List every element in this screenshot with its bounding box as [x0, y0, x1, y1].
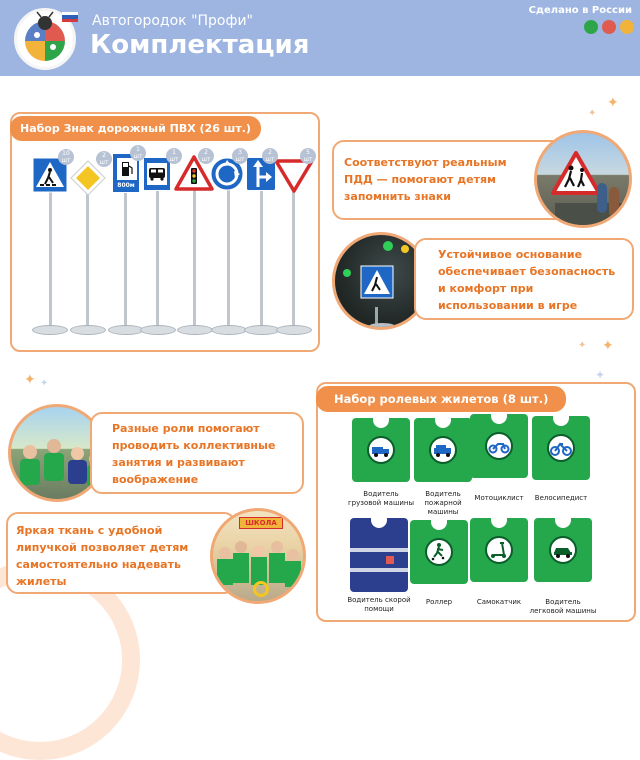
- quantity-badge: 1 шт: [130, 145, 146, 161]
- quantity-badge: 2 шт: [198, 148, 214, 164]
- header-bar: [0, 0, 640, 76]
- vest-label: Водитель легковой машины: [529, 598, 597, 615]
- star-icon: ✦: [602, 338, 614, 354]
- quantity-badge: 1 шт: [166, 148, 182, 164]
- feature-real-rules: Соответствуют реальным ПДД — помогают детям запомнить знаки: [332, 140, 572, 220]
- vest-roller: [410, 520, 468, 584]
- star-icon: ✦: [24, 372, 36, 388]
- star-icon: ✦: [578, 340, 587, 351]
- quantity-badge: 2 шт: [262, 148, 278, 164]
- bicycle-icon: [549, 436, 573, 460]
- quantity-badge: 10 шт: [58, 149, 74, 165]
- made-in-russia-label: Сделано в России: [528, 5, 632, 16]
- bus-stop-sign-icon: [143, 157, 171, 191]
- star-icon: ✦: [595, 368, 606, 382]
- vest-cyclist: [532, 416, 590, 480]
- star-icon: ✦: [588, 108, 597, 119]
- feature-velcro-fabric: Яркая ткань с удобной липучкой позволяет детям самостоятельно надевать жилеты: [6, 512, 236, 594]
- vest-label: Роллер: [425, 598, 453, 606]
- brand-name: Автогородок "Профи": [92, 13, 253, 29]
- vest-label: Водитель скорой помощи: [347, 596, 411, 613]
- vest-label: Самокатчик: [476, 598, 522, 606]
- kids-school-photo: [210, 508, 306, 604]
- green-dot: [584, 20, 598, 34]
- quantity-badge: 2 шт: [96, 151, 112, 167]
- vest-label: Водитель пожарной машины: [424, 490, 462, 516]
- fuel-distance-label: 800м: [117, 182, 135, 189]
- fire-truck-icon: [431, 438, 455, 462]
- quantity-badge: 3 шт: [232, 148, 248, 164]
- vest-car-driver: [534, 518, 592, 582]
- red-dot: [602, 20, 616, 34]
- children-crossing-photo: [534, 130, 632, 228]
- vest-fire-truck-driver: [414, 418, 472, 482]
- vest-label: Велосипедист: [534, 494, 588, 502]
- motorcycle-icon: [487, 434, 511, 458]
- vest-motorcyclist: [470, 414, 528, 478]
- signs-set-label: Набор Знак дорожный ПВХ (26 шт.): [10, 116, 261, 141]
- vest-label: Водитель грузовой машины: [347, 490, 415, 507]
- vest-label: Мотоциклист: [474, 494, 524, 502]
- feature-roles: Разные роли помогают проводить коллективные занятия и развивают воображение: [90, 412, 304, 494]
- scooter-icon: [487, 538, 511, 562]
- star-icon: ✦: [607, 95, 619, 111]
- color-dots: [584, 20, 634, 34]
- give-way-sign-icon: [274, 159, 314, 193]
- school-sign: ШКОЛА: [239, 517, 283, 529]
- vest-ambulance-driver: [350, 518, 408, 592]
- vest-truck-driver: [352, 418, 410, 482]
- star-icon: ✦: [40, 378, 49, 389]
- quantity-badge: 5 шт: [300, 148, 316, 164]
- russian-flag-icon: [62, 12, 78, 22]
- car-icon: [551, 538, 575, 562]
- vest-scooter-rider: [470, 518, 528, 582]
- page-title: Комплектация: [90, 30, 310, 60]
- signs-illustration: [20, 145, 320, 345]
- yellow-dot: [620, 20, 634, 34]
- truck-icon: [369, 438, 393, 462]
- roller-skater-icon: [427, 540, 451, 564]
- feature-stable-base: Устойчивое основание обеспечивает безопасность и комфорт при использовании в игре: [414, 238, 634, 320]
- vests-set-label: Набор ролевых жилетов (8 шт.): [316, 386, 566, 412]
